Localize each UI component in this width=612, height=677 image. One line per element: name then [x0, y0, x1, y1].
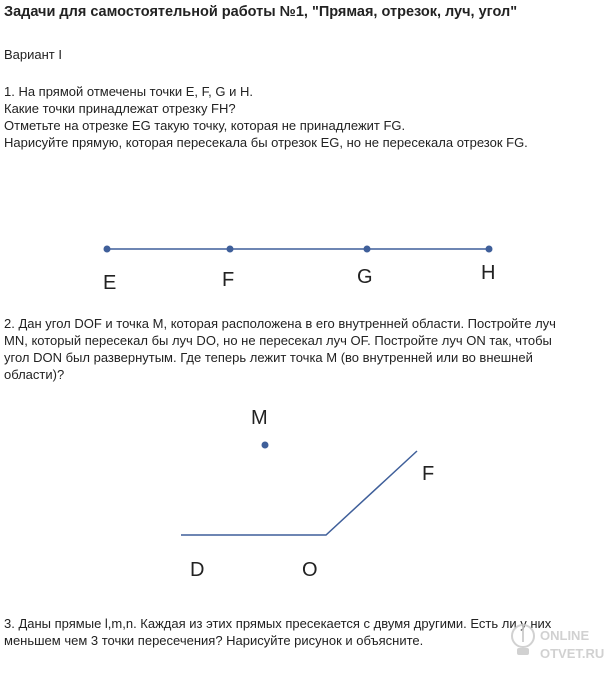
point-g-dot — [364, 246, 371, 253]
angle-rays — [181, 451, 417, 535]
point-d-label: D — [190, 559, 205, 581]
point-h-label: H — [481, 262, 496, 284]
task1-line: 1. На прямой отмечены точки E, F, G и H. — [4, 84, 253, 99]
lightbulb-icon — [512, 625, 534, 655]
point-m-label: M — [251, 407, 268, 429]
point-m-dot — [262, 442, 269, 449]
task2-line: области)? — [4, 367, 65, 382]
task2-line: 2. Дан угол DOF и точка M, которая расположена в его внутренней области. Постройте луч — [4, 316, 556, 331]
figure-line-points — [103, 246, 495, 295]
task1-line: Отметьте на отрезке EG такую точку, которая не принадлежит FG. — [4, 118, 406, 133]
point-f-label: F — [222, 269, 235, 291]
task2-line: угол DON был развернутым. Где теперь лежит точка M (во внутренней или во внешней — [4, 350, 533, 365]
point-h-dot — [486, 246, 493, 253]
task3-line: 3. Даны прямые l,m,n. Каждая из этих прямых пресекается с двумя другими. Есть ли у них — [4, 616, 552, 631]
watermark — [512, 625, 604, 661]
point-f-dot — [227, 246, 234, 253]
variant-label: Вариант I — [4, 47, 62, 62]
figure-angle-dof — [181, 407, 434, 581]
point-e-label: E — [103, 272, 117, 294]
page-title: Задачи для самостоятельной работы №1, "Прямая, отрезок, луч, угол" — [4, 4, 518, 20]
watermark-line2: OTVET.RU — [540, 646, 605, 661]
task2-line: MN, который пересекал бы луч DO, но не пересекал луч OF. Постройте луч ON так, чтобы — [4, 333, 552, 348]
task1-line: Какие точки принадлежат отрезку FH? — [4, 101, 236, 116]
point-f-angle-label: F — [422, 463, 435, 485]
task1-line: Нарисуйте прямую, которая пересекала бы отрезок EG, но не пересекала отрезок FG. — [4, 135, 528, 150]
point-o-label: O — [302, 559, 318, 581]
point-e-dot — [104, 246, 111, 253]
watermark-line1: ONLINE — [540, 628, 590, 643]
task3-line: меньшем чем 3 точки пересечения? Нарисуйте рисунок и объясните. — [4, 633, 424, 648]
point-g-label: G — [357, 266, 373, 288]
